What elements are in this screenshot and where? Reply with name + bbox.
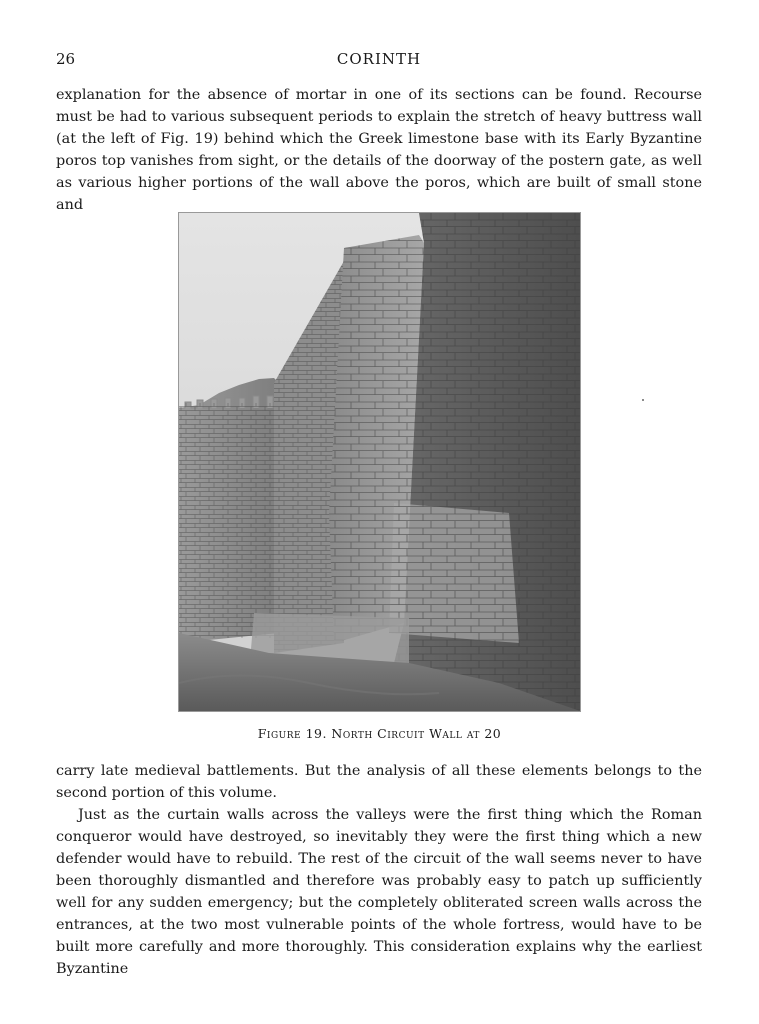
figure-caption: Figure 19. North Circuit Wall at 20 xyxy=(257,726,502,741)
body-paragraph-top: explanation for the absence of mortar in one of its sections can be found. Recourse must be had to various subsequent periods to explain the stretch of heavy buttress wall (at the left of Fig. 19) behind which the Greek limestone base with its Early Byzantine poros top vanishes from sight, or the details of the doorway of the postern gate, as well as various higher portions of the wall above the poros, which are built of small stone and xyxy=(56,87,702,213)
body-paragraph-bottom-2: Just as the curtain walls across the valleys were the first thing which the Roman conqueror would have destroyed, so inevitably they were the first thing which a new defender would have to rebuild. The rest of the circuit of the wall seems never to have been thoroughly dismantled and therefore was probably easy to patch up sufficiently well for any sudden emergency; but the completely obliterated screen walls across the entrances, at the two most vulnerable points of the whole fortress, would have to be built more carefully and more thoroughly. This consideration explains why the earliest Byzantine xyxy=(56,807,702,977)
page-header xyxy=(56,50,702,72)
body-paragraph-bottom-1: carry late medieval battlements. But the analysis of all these elements belongs to the second portion of this volume. xyxy=(56,763,702,801)
page-speck xyxy=(642,399,644,401)
page-number: 26 xyxy=(56,50,76,68)
running-title: CORINTH xyxy=(336,50,422,68)
figure-photograph xyxy=(178,212,581,712)
